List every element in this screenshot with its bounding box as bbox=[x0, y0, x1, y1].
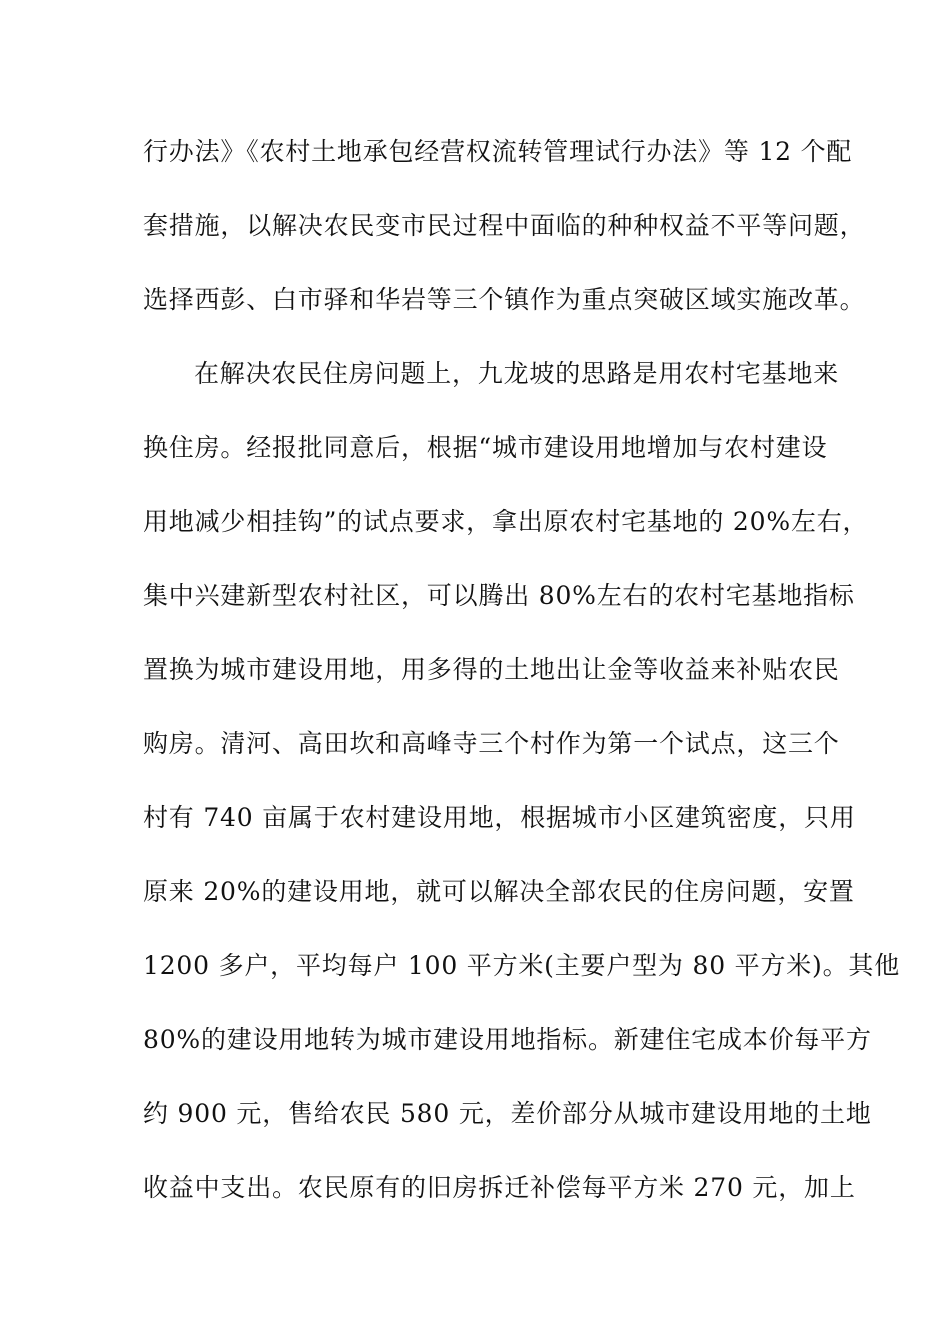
text-line: 换住房。经报批同意后，根据“城市建设用地增加与农村建设 bbox=[143, 433, 828, 462]
text-line: 行办法》《农村土地承包经营权流转管理试行办法》等 12 个配 bbox=[143, 137, 853, 166]
text-line: 1200 多户，平均每户 100 平方米(主要户型为 80 平方米)。其他 bbox=[143, 951, 900, 980]
text-line: 用地减少相挂钩”的试点要求，拿出原农村宅基地的 20%左右， bbox=[143, 507, 869, 536]
text-line: 选择西彭、白市驿和华岩等三个镇作为重点突破区域实施改革。 bbox=[143, 285, 866, 314]
document-body bbox=[143, 130, 900, 1240]
text-line: 购房。清河、高田坎和高峰寺三个村作为第一个试点，这三个 bbox=[143, 729, 840, 758]
paragraph-first-line: 在解决农民住房问题上，九龙坡的思路是用农村宅基地来 bbox=[194, 359, 840, 388]
text-line: 收益中支出。农民原有的旧房拆迁补偿每平方米 270 元，加上 bbox=[143, 1173, 856, 1202]
text-line: 置换为城市建设用地，用多得的土地出让金等收益来补贴农民 bbox=[143, 655, 840, 684]
text-line: 村有 740 亩属于农村建设用地，根据城市小区建筑密度，只用 bbox=[143, 803, 856, 832]
text-line: 套措施，以解决农民变市民过程中面临的种种权益不平等问题， bbox=[143, 211, 866, 240]
text-line: 80%的建设用地转为城市建设用地指标。新建住宅成本价每平方 bbox=[143, 1025, 872, 1054]
text-line: 约 900 元，售给农民 580 元，差价部分从城市建设用地的土地 bbox=[143, 1099, 872, 1128]
text-line: 原来 20%的建设用地，就可以解决全部农民的住房问题，安置 bbox=[143, 877, 855, 906]
text-line: 集中兴建新型农村社区，可以腾出 80%左右的农村宅基地指标 bbox=[143, 581, 855, 610]
